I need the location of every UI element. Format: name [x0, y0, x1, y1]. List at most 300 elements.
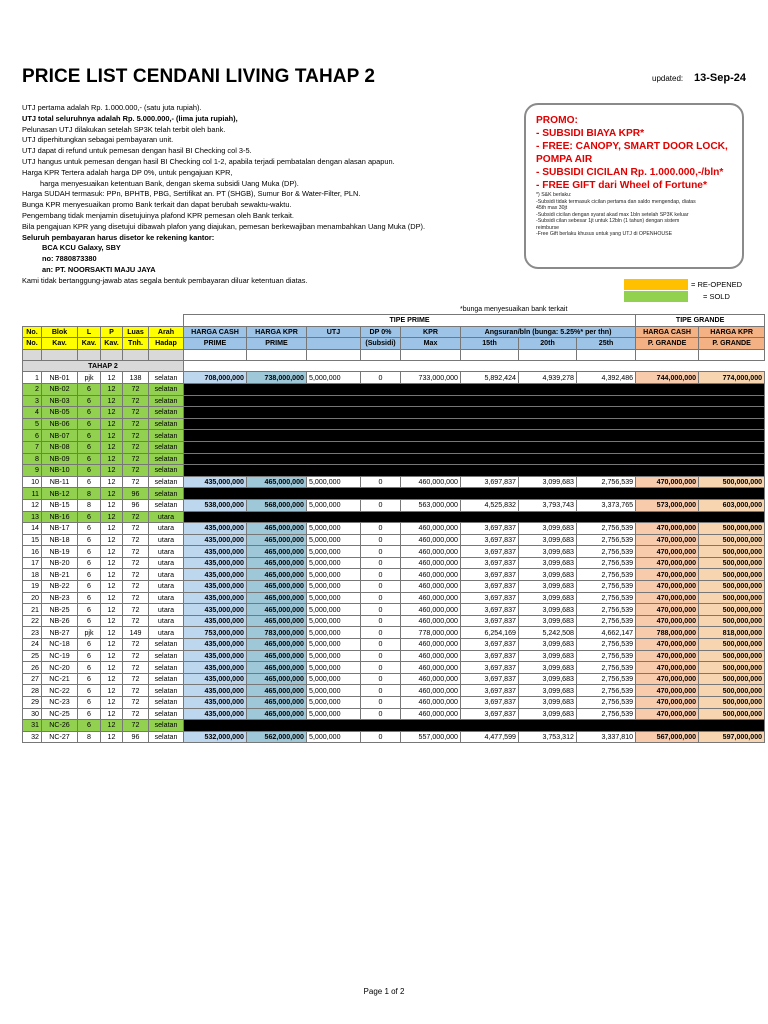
cell-kpr-max: 460,000,000 — [401, 546, 461, 558]
sold-mask — [184, 453, 765, 465]
cell-dp: 0 — [361, 697, 401, 709]
table-row — [23, 639, 765, 651]
cell-harga-kpr: 465,000,000 — [247, 581, 307, 593]
col-harga-kpr: HARGA KPR — [247, 326, 307, 338]
cell-grande-cash: 470,000,000 — [636, 546, 699, 558]
cell-kpr-max: 460,000,000 — [401, 581, 461, 593]
cell-luas: 72 — [123, 546, 149, 558]
cell-p: 12 — [101, 731, 123, 743]
table-row — [23, 673, 765, 685]
cell-luas: 72 — [123, 534, 149, 546]
page-footer: Page 1 of 2 — [363, 987, 405, 996]
table-row — [23, 592, 765, 604]
cell-angsuran-15: 3,697,837 — [461, 592, 519, 604]
col-utj: UTJ — [307, 326, 361, 338]
cell-arah: selatan — [149, 673, 184, 685]
cell-blok: NB-19 — [42, 546, 78, 558]
cell-blok: NB-05 — [42, 407, 78, 419]
cell-no: 10 — [23, 476, 42, 488]
cell-luas: 72 — [123, 708, 149, 720]
cell-kpr-max: 460,000,000 — [401, 557, 461, 569]
cell-grande-kpr: 500,000,000 — [699, 685, 765, 697]
cell-blok: NB-27 — [42, 627, 78, 639]
cell-grande-kpr: 500,000,000 — [699, 697, 765, 709]
cell-no: 8 — [23, 453, 42, 465]
cell-kpr-max: 460,000,000 — [401, 650, 461, 662]
cell-arah: selatan — [149, 383, 184, 395]
cell-dp: 0 — [361, 592, 401, 604]
cell-angsuran-15: 3,697,837 — [461, 673, 519, 685]
cell-blok: NB-10 — [42, 465, 78, 477]
cell-angsuran-15: 3,697,837 — [461, 708, 519, 720]
cell-no: 5 — [23, 418, 42, 430]
cell-utj: 5,000,000 — [307, 673, 361, 685]
cell-arah: selatan — [149, 407, 184, 419]
cell-arah: selatan — [149, 662, 184, 674]
table-row — [23, 697, 765, 709]
cell-l: 6 — [78, 708, 101, 720]
table-row — [23, 465, 765, 477]
cell-harga-cash: 435,000,000 — [184, 615, 247, 627]
cell-no: 16 — [23, 546, 42, 558]
cell-p: 12 — [101, 639, 123, 651]
cell-l: 6 — [78, 476, 101, 488]
cell-blok: NB-02 — [42, 383, 78, 395]
cell-no: 18 — [23, 569, 42, 581]
terms-notes — [22, 103, 522, 287]
cell-p: 12 — [101, 372, 123, 384]
cell-harga-cash: 435,000,000 — [184, 569, 247, 581]
cell-harga-kpr: 465,000,000 — [247, 523, 307, 535]
cell-utj: 5,000,000 — [307, 708, 361, 720]
cell-harga-kpr: 465,000,000 — [247, 592, 307, 604]
cell-harga-kpr: 465,000,000 — [247, 546, 307, 558]
cell-l: 6 — [78, 453, 101, 465]
cell-p: 12 — [101, 465, 123, 477]
table-row — [23, 430, 765, 442]
cell-angsuran-25: 2,756,539 — [577, 557, 636, 569]
cell-l: 6 — [78, 430, 101, 442]
cell-p: 12 — [101, 592, 123, 604]
cell-angsuran-20: 3,099,683 — [519, 569, 577, 581]
table-row — [23, 499, 765, 511]
cell-l: 8 — [78, 488, 101, 500]
cell-arah: selatan — [149, 708, 184, 720]
cell-harga-cash: 435,000,000 — [184, 685, 247, 697]
promo-terms: -Free Gift berlaku khusus untuk yang UTJ di OPENHOUSE — [536, 231, 673, 237]
cell-utj: 5,000,000 — [307, 372, 361, 384]
promo-item: POMPA AIR — [536, 154, 593, 165]
cell-kpr-max: 460,000,000 — [401, 523, 461, 535]
sold-mask — [184, 395, 765, 407]
cell-grande-kpr: 500,000,000 — [699, 604, 765, 616]
cell-grande-kpr: 500,000,000 — [699, 650, 765, 662]
cell-p: 12 — [101, 697, 123, 709]
note-line: Pengembang tidak menjamin disetujuinya plafond KPR pemesan oleh Bank terkait. — [22, 210, 294, 220]
cell-p: 12 — [101, 720, 123, 732]
cell-angsuran-20: 3,793,743 — [519, 499, 577, 511]
cell-grande-cash: 788,000,000 — [636, 627, 699, 639]
cell-kpr-max: 557,000,000 — [401, 731, 461, 743]
cell-harga-kpr: 465,000,000 — [247, 476, 307, 488]
cell-grande-cash: 470,000,000 — [636, 639, 699, 651]
table-row — [23, 708, 765, 720]
cell-l: 6 — [78, 720, 101, 732]
cell-harga-cash: 538,000,000 — [184, 499, 247, 511]
cell-grande-cash: 470,000,000 — [636, 557, 699, 569]
cell-luas: 72 — [123, 557, 149, 569]
cell-harga-kpr: 465,000,000 — [247, 639, 307, 651]
cell-utj: 5,000,000 — [307, 557, 361, 569]
table-row — [23, 383, 765, 395]
cell-angsuran-25: 2,756,539 — [577, 639, 636, 651]
col-l: L — [78, 326, 101, 338]
sub-15th: 15th — [461, 338, 519, 350]
cell-arah: selatan — [149, 697, 184, 709]
cell-kpr-max: 778,000,000 — [401, 627, 461, 639]
cell-utj: 5,000,000 — [307, 499, 361, 511]
sub-prime: PRIME — [247, 338, 307, 350]
cell-grande-kpr: 500,000,000 — [699, 546, 765, 558]
cell-blok: NB-22 — [42, 581, 78, 593]
cell-l: 6 — [78, 546, 101, 558]
cell-grande-cash: 470,000,000 — [636, 685, 699, 697]
sub-hadap: Hadap — [149, 338, 184, 350]
page-title: PRICE LIST CENDANI LIVING TAHAP 2 — [22, 66, 376, 87]
cell-utj: 5,000,000 — [307, 546, 361, 558]
cell-luas: 72 — [123, 592, 149, 604]
cell-arah: selatan — [149, 650, 184, 662]
cell-grande-cash: 470,000,000 — [636, 662, 699, 674]
cell-blok: NB-23 — [42, 592, 78, 604]
cell-angsuran-25: 4,392,486 — [577, 372, 636, 384]
cell-dp: 0 — [361, 534, 401, 546]
cell-harga-cash: 435,000,000 — [184, 557, 247, 569]
cell-p: 12 — [101, 499, 123, 511]
cell-p: 12 — [101, 557, 123, 569]
cell-kpr-max: 460,000,000 — [401, 569, 461, 581]
cell-utj: 5,000,000 — [307, 581, 361, 593]
sold-mask — [184, 511, 765, 523]
cell-utj: 5,000,000 — [307, 685, 361, 697]
cell-arah: selatan — [149, 418, 184, 430]
cell-no: 19 — [23, 581, 42, 593]
cell-utj: 5,000,000 — [307, 569, 361, 581]
cell-l: 6 — [78, 569, 101, 581]
cell-angsuran-20: 3,099,683 — [519, 639, 577, 651]
cell-blok: NB-07 — [42, 430, 78, 442]
cell-grande-kpr: 500,000,000 — [699, 534, 765, 546]
cell-dp: 0 — [361, 627, 401, 639]
cell-arah: selatan — [149, 476, 184, 488]
cell-angsuran-25: 2,756,539 — [577, 546, 636, 558]
cell-luas: 72 — [123, 615, 149, 627]
cell-angsuran-15: 3,697,837 — [461, 581, 519, 593]
cell-arah: utara — [149, 511, 184, 523]
cell-grande-cash: 470,000,000 — [636, 569, 699, 581]
cell-grande-kpr: 500,000,000 — [699, 476, 765, 488]
cell-harga-cash: 435,000,000 — [184, 650, 247, 662]
cell-luas: 72 — [123, 604, 149, 616]
cell-luas: 72 — [123, 650, 149, 662]
cell-angsuran-20: 3,099,683 — [519, 650, 577, 662]
sub-kav: Kav. — [101, 338, 123, 350]
cell-no: 1 — [23, 372, 42, 384]
cell-no: 11 — [23, 488, 42, 500]
cell-arah: utara — [149, 546, 184, 558]
cell-harga-cash: 435,000,000 — [184, 639, 247, 651]
cell-angsuran-20: 3,099,683 — [519, 534, 577, 546]
cell-grande-cash: 470,000,000 — [636, 673, 699, 685]
cell-blok: NB-11 — [42, 476, 78, 488]
promo-terms: *) S&K berlaku: — [536, 192, 572, 198]
table-row — [23, 488, 765, 500]
cell-dp: 0 — [361, 604, 401, 616]
cell-angsuran-15: 6,254,169 — [461, 627, 519, 639]
cell-luas: 72 — [123, 685, 149, 697]
sub-grande: P. GRANDE — [699, 338, 765, 350]
cell-angsuran-25: 2,756,539 — [577, 685, 636, 697]
cell-l: 6 — [78, 615, 101, 627]
sold-mask — [184, 430, 765, 442]
cell-luas: 72 — [123, 569, 149, 581]
cell-p: 12 — [101, 523, 123, 535]
note-line: Bila pengajuan KPR yang disetujui dibawah plafon yang diajukan, pemesan berkewajiban menambahkan Uang Muka (DP). — [22, 221, 426, 231]
cell-grande-cash: 470,000,000 — [636, 534, 699, 546]
cell-dp: 0 — [361, 523, 401, 535]
cell-p: 12 — [101, 581, 123, 593]
cell-angsuran-25: 2,756,539 — [577, 697, 636, 709]
cell-luas: 138 — [123, 372, 149, 384]
cell-luas: 72 — [123, 441, 149, 453]
cell-angsuran-25: 3,373,765 — [577, 499, 636, 511]
cell-angsuran-25: 2,756,539 — [577, 581, 636, 593]
cell-luas: 96 — [123, 488, 149, 500]
table-row — [23, 685, 765, 697]
cell-luas: 72 — [123, 697, 149, 709]
cell-angsuran-25: 2,756,539 — [577, 534, 636, 546]
col-angsuran: Angsuran/bln (bunga: 5.25%* per thn) — [461, 326, 636, 338]
cell-l: 6 — [78, 557, 101, 569]
cell-luas: 72 — [123, 581, 149, 593]
cell-l: 6 — [78, 604, 101, 616]
cell-l: 6 — [78, 662, 101, 674]
cell-angsuran-25: 3,337,810 — [577, 731, 636, 743]
promo-item: - FREE GIFT dari Wheel of Fortune* — [536, 180, 707, 191]
cell-kpr-max: 460,000,000 — [401, 673, 461, 685]
cell-dp: 0 — [361, 546, 401, 558]
cell-luas: 72 — [123, 523, 149, 535]
cell-utj: 5,000,000 — [307, 650, 361, 662]
group-prime-header: TIPE PRIME — [184, 315, 636, 327]
cell-p: 12 — [101, 708, 123, 720]
table-row — [23, 453, 765, 465]
cell-l: 6 — [78, 650, 101, 662]
cell-kpr-max: 460,000,000 — [401, 592, 461, 604]
cell-arah: utara — [149, 627, 184, 639]
cell-no: 20 — [23, 592, 42, 604]
cell-utj: 5,000,000 — [307, 662, 361, 674]
sub-prime: PRIME — [184, 338, 247, 350]
promo-item: - FREE: CANOPY, SMART DOOR LOCK, — [536, 141, 728, 152]
cell-arah: selatan — [149, 395, 184, 407]
cell-dp: 0 — [361, 581, 401, 593]
cell-grande-cash: 470,000,000 — [636, 708, 699, 720]
table-row — [23, 546, 765, 558]
cell-no: 27 — [23, 673, 42, 685]
cell-blok: NB-21 — [42, 569, 78, 581]
cell-angsuran-15: 4,477,599 — [461, 731, 519, 743]
cell-p: 12 — [101, 604, 123, 616]
cell-no: 30 — [23, 708, 42, 720]
cell-dp: 0 — [361, 650, 401, 662]
cell-luas: 72 — [123, 639, 149, 651]
cell-angsuran-25: 2,756,539 — [577, 476, 636, 488]
cell-harga-cash: 435,000,000 — [184, 592, 247, 604]
cell-blok: NC-18 — [42, 639, 78, 651]
cell-luas: 72 — [123, 476, 149, 488]
cell-angsuran-20: 3,099,683 — [519, 557, 577, 569]
cell-harga-cash: 435,000,000 — [184, 708, 247, 720]
cell-no: 31 — [23, 720, 42, 732]
cell-harga-kpr: 465,000,000 — [247, 685, 307, 697]
cell-grande-kpr: 597,000,000 — [699, 731, 765, 743]
cell-luas: 72 — [123, 673, 149, 685]
cell-blok: NB-16 — [42, 511, 78, 523]
cell-blok: NC-27 — [42, 731, 78, 743]
cell-no: 9 — [23, 465, 42, 477]
sub-20th: 20th — [519, 338, 577, 350]
cell-angsuran-25: 4,662,147 — [577, 627, 636, 639]
cell-p: 12 — [101, 650, 123, 662]
cell-harga-kpr: 562,000,000 — [247, 731, 307, 743]
cell-p: 12 — [101, 615, 123, 627]
cell-kpr-max: 460,000,000 — [401, 604, 461, 616]
cell-p: 12 — [101, 662, 123, 674]
cell-grande-cash: 470,000,000 — [636, 523, 699, 535]
cell-l: 6 — [78, 639, 101, 651]
cell-luas: 72 — [123, 662, 149, 674]
cell-angsuran-20: 3,099,683 — [519, 476, 577, 488]
cell-grande-kpr: 500,000,000 — [699, 557, 765, 569]
cell-harga-kpr: 465,000,000 — [247, 604, 307, 616]
cell-p: 12 — [101, 383, 123, 395]
cell-dp: 0 — [361, 685, 401, 697]
cell-angsuran-25: 2,756,539 — [577, 615, 636, 627]
cell-l: 6 — [78, 465, 101, 477]
table-row — [23, 523, 765, 535]
cell-harga-cash: 708,000,000 — [184, 372, 247, 384]
cell-angsuran-15: 3,697,837 — [461, 534, 519, 546]
cell-grande-cash: 470,000,000 — [636, 476, 699, 488]
cell-l: 6 — [78, 395, 101, 407]
cell-kpr-max: 460,000,000 — [401, 639, 461, 651]
note-line: UTJ hangus untuk pemesan dengan hasil BI Checking col 1-2, apabila terjadi pembatalan dengan alasan apapun. — [22, 156, 395, 166]
cell-angsuran-20: 3,099,683 — [519, 673, 577, 685]
cell-angsuran-20: 3,099,683 — [519, 697, 577, 709]
note-line: UTJ total seluruhnya adalah Rp. 5.000.000,- (lima juta rupiah), — [22, 113, 238, 123]
sold-mask — [184, 441, 765, 453]
sold-mask — [184, 383, 765, 395]
sub-25th: 25th — [577, 338, 636, 350]
cell-arah: utara — [149, 569, 184, 581]
cell-angsuran-15: 3,697,837 — [461, 523, 519, 535]
table-row — [23, 662, 765, 674]
cell-p: 12 — [101, 534, 123, 546]
note-line: Pelunasan UTJ dilakukan setelah SP3K telah terbit oleh bank. — [22, 124, 226, 134]
cell-p: 12 — [101, 685, 123, 697]
cell-l: 6 — [78, 383, 101, 395]
cell-no: 15 — [23, 534, 42, 546]
cell-utj: 5,000,000 — [307, 592, 361, 604]
table-row — [23, 407, 765, 419]
table-row — [23, 627, 765, 639]
cell-no: 7 — [23, 441, 42, 453]
table-row — [23, 534, 765, 546]
cell-grande-cash: 470,000,000 — [636, 581, 699, 593]
cell-harga-kpr: 465,000,000 — [247, 708, 307, 720]
sub-subsidi: (Subsidi) — [361, 338, 401, 350]
cell-dp: 0 — [361, 557, 401, 569]
cell-harga-cash: 435,000,000 — [184, 673, 247, 685]
cell-no: 2 — [23, 383, 42, 395]
col-arah: Arah — [149, 326, 184, 338]
cell-l: 6 — [78, 673, 101, 685]
promo-item: - SUBSIDI CICILAN Rp. 1.000.000,-/bln* — [536, 167, 724, 178]
note-line: Kami tidak bertanggung-jawab atas segala bentuk pembayaran diluar ketentuan diatas. — [22, 275, 308, 285]
cell-kpr-max: 460,000,000 — [401, 615, 461, 627]
cell-grande-kpr: 500,000,000 — [699, 673, 765, 685]
cell-arah: utara — [149, 534, 184, 546]
cell-p: 12 — [101, 395, 123, 407]
cell-luas: 72 — [123, 430, 149, 442]
cell-blok: NC-19 — [42, 650, 78, 662]
cell-utj: 5,000,000 — [307, 615, 361, 627]
cell-p: 12 — [101, 430, 123, 442]
cell-no: 4 — [23, 407, 42, 419]
cell-no: 14 — [23, 523, 42, 535]
note-line: Bunga KPR menyesuaikan promo Bank terkait dan dapat berubah sewaktu-waktu. — [22, 200, 292, 210]
cell-harga-kpr: 465,000,000 — [247, 615, 307, 627]
cell-kpr-max: 460,000,000 — [401, 476, 461, 488]
cell-harga-kpr: 783,000,000 — [247, 627, 307, 639]
cell-harga-cash: 435,000,000 — [184, 476, 247, 488]
col-kpr: KPR — [401, 326, 461, 338]
cell-blok: NB-08 — [42, 441, 78, 453]
cell-no: 26 — [23, 662, 42, 674]
cell-dp: 0 — [361, 569, 401, 581]
cell-harga-cash: 435,000,000 — [184, 604, 247, 616]
table-row — [23, 569, 765, 581]
cell-no: 17 — [23, 557, 42, 569]
col-harga-cash: HARGA CASH — [184, 326, 247, 338]
cell-grande-cash: 573,000,000 — [636, 499, 699, 511]
cell-l: 6 — [78, 441, 101, 453]
sold-mask — [184, 465, 765, 477]
col-grande-kpr: HARGA KPR — [699, 326, 765, 338]
cell-no: 28 — [23, 685, 42, 697]
cell-no: 23 — [23, 627, 42, 639]
cell-harga-kpr: 465,000,000 — [247, 697, 307, 709]
note-line: UTJ pertama adalah Rp. 1.000.000,- (satu juta rupiah). — [22, 103, 202, 112]
cell-angsuran-15: 3,697,837 — [461, 476, 519, 488]
cell-l: 6 — [78, 418, 101, 430]
cell-arah: selatan — [149, 499, 184, 511]
cell-arah: selatan — [149, 639, 184, 651]
cell-l: 8 — [78, 731, 101, 743]
section-label: TAHAP 2 — [23, 360, 184, 372]
cell-kpr-max: 460,000,000 — [401, 534, 461, 546]
